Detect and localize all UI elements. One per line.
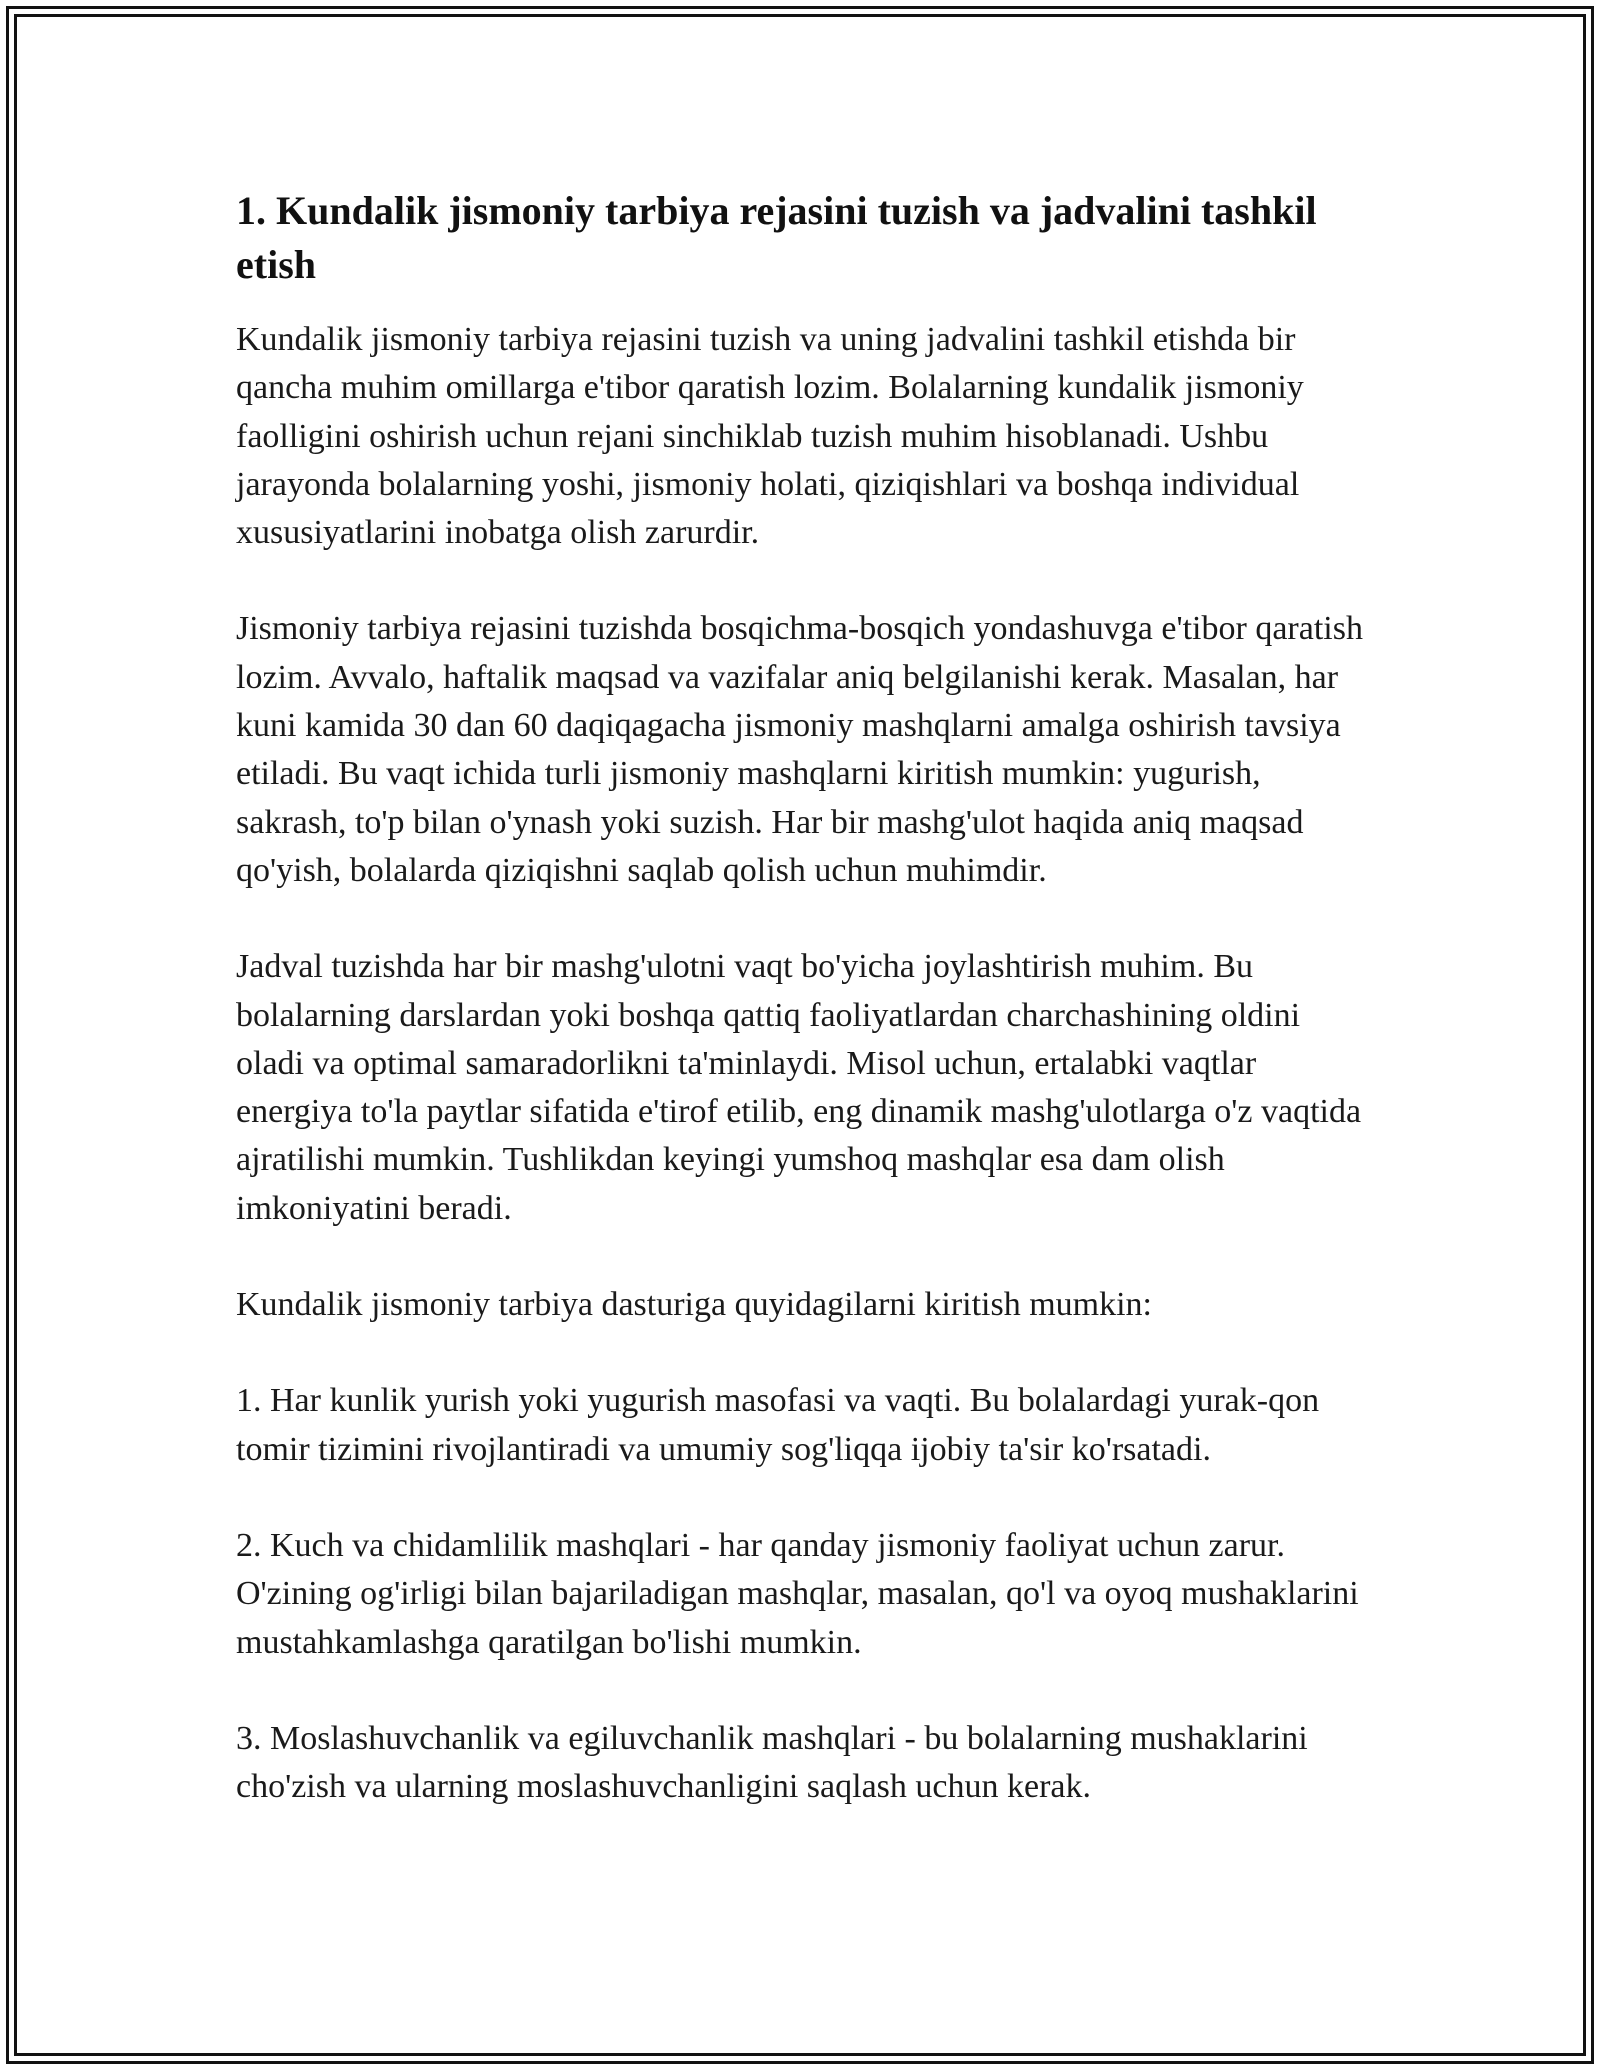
paragraph-plan-approach: Jismoniy tarbiya rejasini tuzishda bosqichma-bosqich yondashuvga e'tibor qaratish lozim. Avvalo, haftalik maqsad va vazifalar aniq belgilanishi kerak. Masalan, har kuni kamida 30 dan 60 daqiqagacha jismoniy mashqlarni amalga oshirish tavsiya etiladi. Bu vaqt ichida turli jismoniy mashqlarni kiritish mumkin: yugurish, sakrash, to'p bilan o'ynash yoki suzish. Har bir mashg'ulot haqida aniq maqsad qo'yish, bolalarda qiziqishni saqlab qolish uchun muhimdir. [236, 610, 1363, 889]
document-body [236, 184, 1366, 1859]
list-item-flexibility: 3. Moslashuvchanlik va egiluvchanlik mashqlari - bu bolalarning mushaklarini cho'zish va ularning moslashuvchanligini saqlash uchun kerak. [236, 1719, 1308, 1806]
paragraph-intro: Kundalik jismoniy tarbiya rejasini tuzish va uning jadvalini tashkil etishda bir qancha muhim omillarga e'tibor qaratish lozim. Bolalarning kundalik jismoniy faolligini oshirish uchun rejani sinchiklab tuzish muhim hisoblanadi. Ushbu jarayonda bolalarning yoshi, jismoniy holati, qiziqishlari va boshqa individual xususiyatlarini inobatga olish zarurdir. [236, 321, 1304, 552]
section-heading: 1. Kundalik jismoniy tarbiya rejasini tuzish va jadvalini tashkil etish [236, 188, 1317, 287]
list-item-walking: 1. Har kunlik yurish yoki yugurish masofasi va vaqti. Bu bolalardagi yurak-qon tomir tizimini rivojlantiradi va umumiy sog'liqqa ijobiy ta'sir ko'rsatadi. [236, 1382, 1320, 1468]
list-item-strength: 2. Kuch va chidamlilik mashqlari - har qanday jismoniy faoliyat uchun zarur. O'zining og'irligi bilan bajariladigan mashqlar, masalan, qo'l va oyoq mushaklarini mustahkamlashga qaratilgan bo'lishi mumkin. [236, 1526, 1359, 1661]
paragraph-program-intro: Kundalik jismoniy tarbiya dasturiga quyidagilarni kiritish mumkin: [236, 1286, 1152, 1324]
paragraph-schedule: Jadval tuzishda har bir mashg'ulotni vaqt bo'yicha joylashtirish muhim. Bu bolalarning darslardan yoki boshqa qattiq faoliyatlardan charchashining oldini oladi va optimal samaradorlikni ta'minlaydi. Misol uchun, ertalabki vaqtlar energiya to'la paytlar sifatida e'tirof etilib, eng dinamik mashg'ulotlarga o'z vaqtida ajratilishi mumkin. Tushlikdan keyingi yumshoq mashqlar esa dam olish imkoniyatini beradi. [236, 948, 1362, 1227]
